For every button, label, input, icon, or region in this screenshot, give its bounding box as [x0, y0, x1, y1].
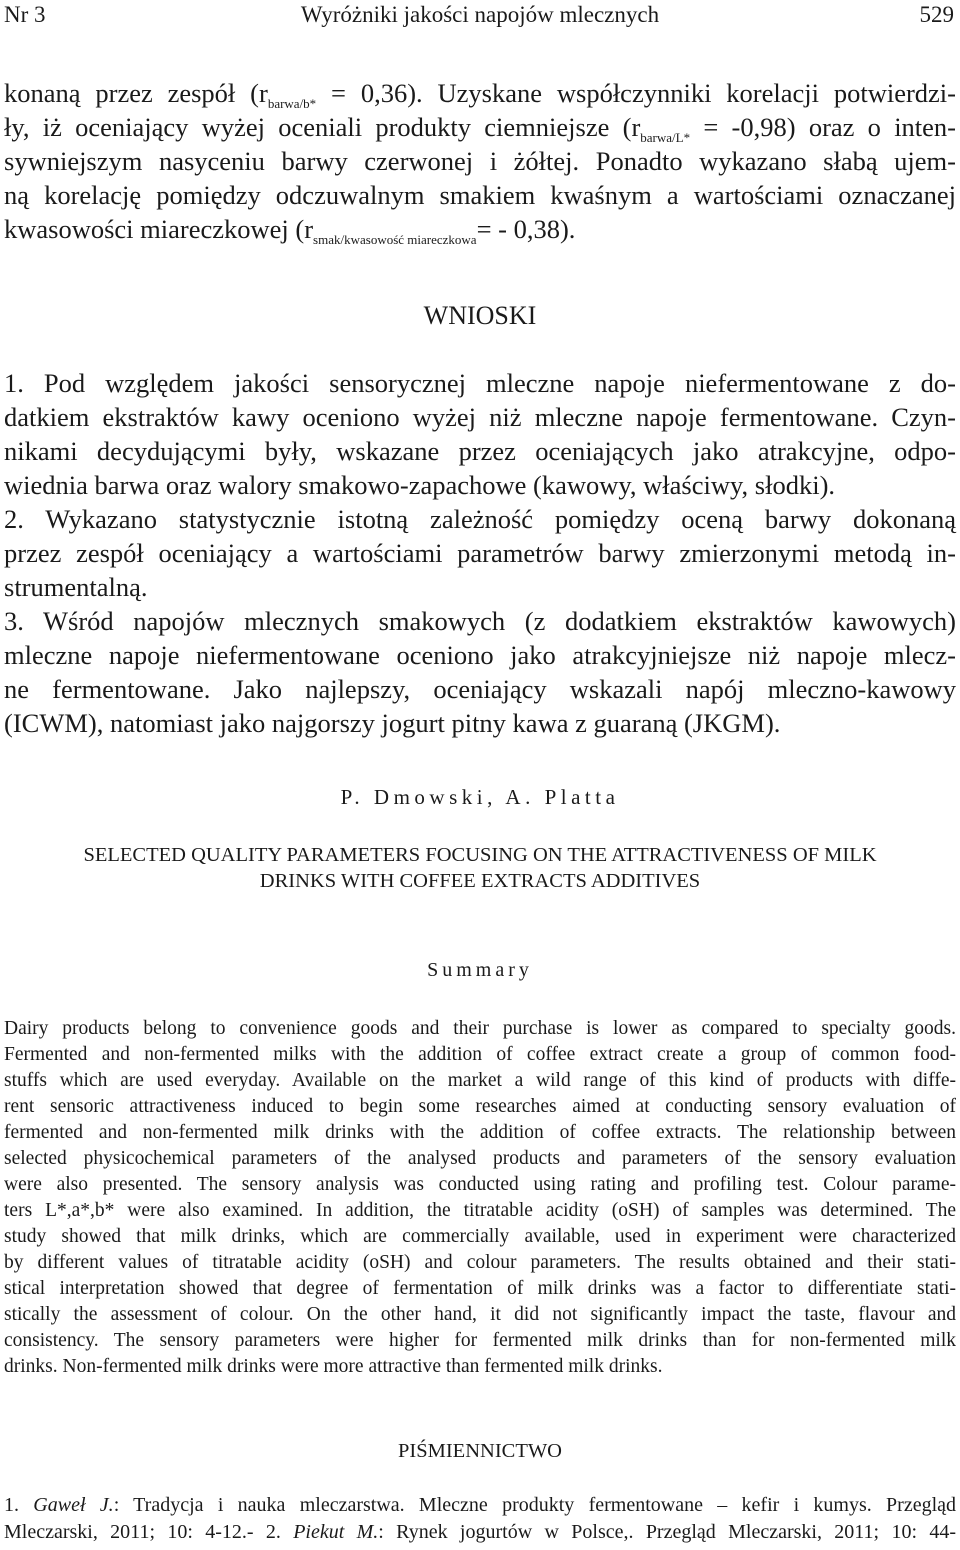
references-heading: PIŚMIENNICTWO	[398, 1440, 562, 1462]
reference-author: Piekut M.	[293, 1521, 379, 1543]
reference-text: : Tradycja i nauka mleczarstwa. Mleczne produkty fermentowane – kefir i kumys. Przegląd	[113, 1494, 957, 1516]
text-line: wiednia barwa oraz walory smakowo-zapachowe (kawowy, właściwy, słodki).	[4, 470, 836, 500]
text-span: = 0,36). Uzyskane współczynniki korelacji potwierdzi-	[316, 78, 956, 108]
text-line: by different values of titratable acidity (oSH) and colour parameters. The results obtained and their stati-	[4, 1252, 956, 1273]
conclusions-heading: WNIOSKI	[423, 301, 537, 330]
english-title-line: SELECTED QUALITY PARAMETERS FOCUSING ON THE ATTRACTIVENESS OF MILK	[83, 844, 877, 866]
text-line: study showed that milk drinks, which are commercially available, used in experiment were characterized	[4, 1226, 956, 1247]
text-line: nikami decydującymi były, wskazane przez oceniających jako atrakcyjne, odpo-	[4, 436, 956, 466]
text-line: selected physicochemical parameters of the analysed products and parameters of the sensory evaluation	[4, 1148, 956, 1169]
text-span: konaną przez zespół (r	[4, 78, 268, 108]
text-line: stuffs which are used everyday. Available on the market a wild range of this kind of products with diffe-	[4, 1070, 956, 1091]
reference-number: 1.	[4, 1494, 34, 1516]
text-line: 3. Wśród napojów mlecznych smakowych (z dodatkiem ekstraktów kawowych)	[4, 606, 956, 636]
text-span: ły, iż oceniający wyżej oceniali produkty ciemniejsze (r	[4, 112, 641, 142]
text-line: 1. Pod względem jakości sensorycznej mleczne napoje niefermentowane z do-	[4, 368, 956, 398]
text-line: przez zespół oceniający a wartościami parametrów barwy zmierzonymi metodą in-	[4, 538, 956, 568]
reference-line	[4, 1492, 956, 1519]
text-line: (ICWM), natomiast jako najgorszy jogurt pitny kawa z guaraną (JKGM).	[4, 708, 781, 738]
english-title-line: DRINKS WITH COFFEE EXTRACTS ADDITIVES	[259, 870, 701, 892]
text-line: ters L*,a*,b* were also examined. In addition, the titratable acidity (oSH) of samples was determined. The	[4, 1200, 956, 1221]
authors: P. Dmowski, A. Platta	[340, 785, 620, 809]
text-span: = -0,98) oraz o inten-	[690, 112, 956, 142]
text-line: ną korelację pomiędzy odczuwalnym smakiem kwaśnym a wartościami oznaczanej	[4, 180, 956, 210]
text-line: 2. Wykazano statystycznie istotną zależność pomiędzy oceną barwy dokonaną	[4, 504, 956, 534]
text-line: ne fermentowane. Jako najlepszy, oceniający wskazali napój mleczno-kawowy	[4, 674, 956, 704]
summary-heading: Summary	[427, 959, 533, 981]
text-line	[4, 76, 956, 110]
running-header	[4, 2, 956, 32]
page-number: 529	[919, 2, 954, 27]
references-list	[4, 1492, 956, 1546]
subscript: smak/kwasowość miareczkowa	[313, 232, 477, 247]
subscript: barwa/b*	[267, 96, 317, 111]
subscript: barwa/L*	[640, 130, 691, 145]
text-line: drinks. Non-fermented milk drinks were more attractive than fermented milk drinks.	[4, 1356, 663, 1377]
text-line: fermented and non-fermented milk drinks with the addition of coffee extracts. The relationship between	[4, 1122, 956, 1143]
text-span: kwasowości miareczkowej (r	[4, 214, 314, 244]
running-title: Wyróżniki jakości napojów mlecznych	[300, 2, 660, 27]
text-line: Dairy products belong to convenience goods and their purchase is lower as compared to specialty goods.	[4, 1018, 956, 1039]
reference-line	[4, 1519, 956, 1546]
reference-text: : Rynek jogurtów w Polsce,. Przegląd Mleczarski, 2011; 10: 44-	[378, 1521, 956, 1543]
conclusions-list	[4, 366, 956, 740]
text-line: rent sensoric attractiveness induced to begin some researches aimed at conducting sensory evaluation of	[4, 1096, 956, 1117]
text-line: strumentalną.	[4, 572, 148, 602]
summary-paragraph	[4, 1016, 956, 1380]
text-line	[4, 212, 956, 246]
text-line: datkiem ekstraktów kawy oceniono wyżej niż mleczne napoje fermentowane. Czyn-	[4, 402, 956, 432]
text-line: sywniejszym nasyceniu barwy czerwonej i żółtej. Ponadto wykazano słabą ujem-	[4, 146, 956, 176]
text-line: mleczne napoje niefermentowane oceniono jako atrakcyjniejsze niż napoje mlecz-	[4, 640, 956, 670]
text-line: consistency. The sensory parameters were higher for fermented milk drinks than for non-fermented milk	[4, 1330, 956, 1351]
text-line: stically the assessment of colour. On the other hand, it did not significantly impact the taste, flavour and	[4, 1304, 956, 1325]
text-line: stical interpretation showed that degree of fermentation of milk drinks was a factor to differentiate stati-	[4, 1278, 956, 1299]
issue-number: Nr 3	[4, 2, 46, 27]
text-line: Fermented and non-fermented milks with the addition of coffee extract create a group of common food-	[4, 1044, 956, 1065]
text-line: were also presented. The sensory analysis was conducted using rating and profiling test. Colour parame-	[4, 1174, 956, 1195]
intro-paragraph	[4, 76, 956, 246]
text-span: = - 0,38).	[476, 214, 576, 244]
text-line	[4, 110, 956, 144]
reference-author: Gaweł J.	[33, 1494, 114, 1516]
reference-text: Mleczarski, 2011; 10: 4-12.- 2.	[4, 1521, 294, 1543]
english-title	[0, 842, 960, 894]
